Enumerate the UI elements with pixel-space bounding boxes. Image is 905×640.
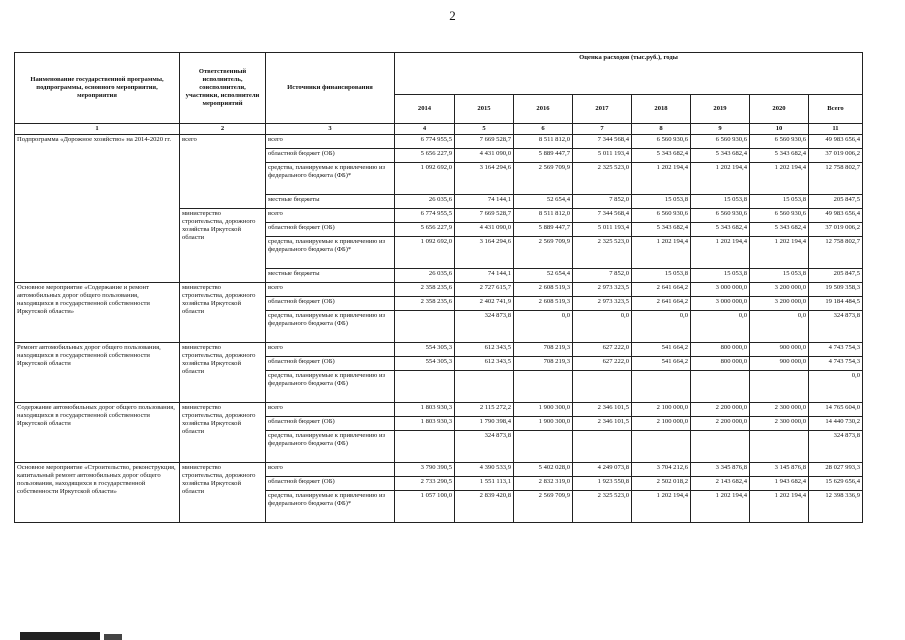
amount-cell: 3 000 000,0	[691, 283, 750, 297]
funding-source: областной бюджет (ОБ)	[266, 223, 395, 237]
amount-cell: 4 743 754,3	[809, 357, 863, 371]
amount-cell: 324 873,8	[809, 431, 863, 463]
amount-cell: 6 560 930,6	[632, 209, 691, 223]
amount-cell: 2 569 709,9	[514, 163, 573, 195]
amount-cell: 900 000,0	[750, 357, 809, 371]
column-numbers-row	[15, 124, 863, 135]
funding-source: средства, планируемые к привлечению из федерального бюджета (ФБ)*	[266, 237, 395, 269]
amount-cell: 4 743 754,3	[809, 343, 863, 357]
amount-cell: 12 398 336,9	[809, 491, 863, 523]
amount-cell	[573, 371, 632, 403]
amount-cell: 2 325 523,0	[573, 491, 632, 523]
amount-cell: 6 560 930,6	[691, 209, 750, 223]
expenditure-table	[14, 52, 863, 523]
amount-cell	[514, 431, 573, 463]
amount-cell: 2 569 709,9	[514, 237, 573, 269]
amount-cell: 6 560 930,6	[632, 135, 691, 149]
amount-cell: 5 343 682,4	[632, 223, 691, 237]
amount-cell: 15 053,8	[632, 195, 691, 209]
funding-source: всего	[266, 343, 395, 357]
amount-cell: 2 300 000,0	[750, 417, 809, 431]
amount-cell: 324 873,8	[455, 311, 514, 343]
column-number: 8	[632, 124, 691, 135]
header-responsible: Ответственный исполнитель, соисполнители, участники, исполнители мероприятий	[180, 53, 266, 124]
amount-cell: 0,0	[573, 311, 632, 343]
amount-cell: 4 431 090,0	[455, 223, 514, 237]
item-name: Содержание автомобильных дорог общего пользования, находящихся в государственной собственности Иркутской области	[15, 403, 180, 463]
amount-cell: 1 202 194,4	[750, 237, 809, 269]
amount-cell	[395, 431, 455, 463]
amount-cell: 2 100 000,0	[632, 417, 691, 431]
amount-cell: 52 654,4	[514, 195, 573, 209]
responsible-executor: министерство строительства, дорожного хозяйства Иркутской области	[180, 463, 266, 523]
amount-cell: 2 325 523,0	[573, 237, 632, 269]
amount-cell: 19 184 484,5	[809, 297, 863, 311]
column-number: 4	[395, 124, 455, 135]
header-year: 2014	[395, 95, 455, 124]
amount-cell: 3 704 212,6	[632, 463, 691, 477]
amount-cell: 37 019 006,2	[809, 149, 863, 163]
amount-cell: 74 144,1	[455, 195, 514, 209]
amount-cell: 3 164 294,6	[455, 237, 514, 269]
responsible-executor: министерство строительства, дорожного хозяйства Иркутской области	[180, 403, 266, 463]
amount-cell: 1 900 300,0	[514, 417, 573, 431]
amount-cell: 708 219,3	[514, 343, 573, 357]
amount-cell: 15 053,8	[632, 269, 691, 283]
amount-cell: 1 551 113,1	[455, 477, 514, 491]
amount-cell: 12 758 802,7	[809, 237, 863, 269]
amount-cell: 5 343 682,4	[632, 149, 691, 163]
amount-cell: 205 847,5	[809, 195, 863, 209]
amount-cell: 2 325 523,0	[573, 163, 632, 195]
amount-cell: 2 727 615,7	[455, 283, 514, 297]
amount-cell: 800 000,0	[691, 343, 750, 357]
amount-cell: 2 502 018,2	[632, 477, 691, 491]
amount-cell: 5 343 682,4	[750, 149, 809, 163]
amount-cell: 1 202 194,4	[691, 237, 750, 269]
amount-cell: 1 057 100,0	[395, 491, 455, 523]
amount-cell	[395, 311, 455, 343]
amount-cell: 5 402 028,0	[514, 463, 573, 477]
responsible-executor: министерство строительства, дорожного хозяйства Иркутской области	[180, 209, 266, 283]
amount-cell: 7 852,0	[573, 195, 632, 209]
amount-cell: 3 200 000,0	[750, 297, 809, 311]
amount-cell: 2 832 319,0	[514, 477, 573, 491]
amount-cell: 5 889 447,7	[514, 223, 573, 237]
header-estimate: Оценка расходов (тыс.руб.), годы	[395, 53, 863, 95]
amount-cell: 554 305,3	[395, 357, 455, 371]
amount-cell: 2 346 101,5	[573, 417, 632, 431]
amount-cell: 3 790 390,5	[395, 463, 455, 477]
amount-cell	[632, 431, 691, 463]
amount-cell: 7 852,0	[573, 269, 632, 283]
amount-cell: 7 669 528,7	[455, 209, 514, 223]
funding-source: местные бюджеты	[266, 269, 395, 283]
amount-cell: 324 873,8	[455, 431, 514, 463]
amount-cell	[632, 371, 691, 403]
amount-cell: 1 202 194,4	[632, 237, 691, 269]
amount-cell	[750, 431, 809, 463]
funding-source: областной бюджет (ОБ)	[266, 417, 395, 431]
amount-cell: 2 358 235,6	[395, 297, 455, 311]
table-row	[15, 283, 863, 297]
amount-cell	[455, 371, 514, 403]
header-year: 2016	[514, 95, 573, 124]
amount-cell: 1 092 692,0	[395, 163, 455, 195]
amount-cell: 1 943 682,4	[750, 477, 809, 491]
amount-cell: 0,0	[809, 371, 863, 403]
amount-cell: 2 973 323,5	[573, 283, 632, 297]
responsible-executor: всего	[180, 135, 266, 209]
amount-cell: 1 202 194,4	[750, 491, 809, 523]
amount-cell: 0,0	[632, 311, 691, 343]
funding-source: средства, планируемые к привлечению из федерального бюджета (ФБ)	[266, 431, 395, 463]
amount-cell: 612 343,5	[455, 343, 514, 357]
amount-cell: 2 569 709,9	[514, 491, 573, 523]
funding-source: средства, планируемые к привлечению из федерального бюджета (ФБ)*	[266, 163, 395, 195]
column-number: 2	[180, 124, 266, 135]
amount-cell: 5 656 227,9	[395, 223, 455, 237]
amount-cell: 8 511 812,0	[514, 209, 573, 223]
responsible-executor: министерство строительства, дорожного хозяйства Иркутской области	[180, 283, 266, 343]
funding-source: местные бюджеты	[266, 195, 395, 209]
amount-cell: 14 765 604,0	[809, 403, 863, 417]
amount-cell: 49 983 656,4	[809, 135, 863, 149]
amount-cell: 2 100 000,0	[632, 403, 691, 417]
amount-cell: 2 973 323,5	[573, 297, 632, 311]
amount-cell: 2 608 519,3	[514, 297, 573, 311]
header-year: Всего	[809, 95, 863, 124]
amount-cell: 15 053,8	[750, 269, 809, 283]
amount-cell: 5 656 227,9	[395, 149, 455, 163]
amount-cell: 627 222,0	[573, 343, 632, 357]
funding-source: всего	[266, 463, 395, 477]
amount-cell: 5 011 193,4	[573, 223, 632, 237]
amount-cell: 6 560 930,6	[750, 135, 809, 149]
funding-source: областной бюджет (ОБ)	[266, 297, 395, 311]
amount-cell: 8 511 812,0	[514, 135, 573, 149]
amount-cell: 15 053,8	[691, 269, 750, 283]
amount-cell: 0,0	[691, 311, 750, 343]
amount-cell: 2 300 000,0	[750, 403, 809, 417]
amount-cell: 2 608 519,3	[514, 283, 573, 297]
table-row	[15, 403, 863, 417]
header-sources: Источники финансирования	[266, 53, 395, 124]
amount-cell: 14 440 730,2	[809, 417, 863, 431]
amount-cell: 26 035,6	[395, 269, 455, 283]
amount-cell: 3 164 294,6	[455, 163, 514, 195]
amount-cell: 3 345 876,8	[691, 463, 750, 477]
amount-cell: 800 000,0	[691, 357, 750, 371]
amount-cell: 7 669 528,7	[455, 135, 514, 149]
amount-cell	[691, 431, 750, 463]
amount-cell: 1 803 930,3	[395, 403, 455, 417]
amount-cell: 74 144,1	[455, 269, 514, 283]
scan-edge-mark-small	[104, 634, 122, 640]
amount-cell	[514, 371, 573, 403]
column-number: 11	[809, 124, 863, 135]
scan-edge-mark	[20, 632, 100, 640]
amount-cell: 5 343 682,4	[691, 149, 750, 163]
amount-cell: 2 200 000,0	[691, 417, 750, 431]
amount-cell: 5 011 193,4	[573, 149, 632, 163]
amount-cell: 2 200 000,0	[691, 403, 750, 417]
amount-cell: 1 900 300,0	[514, 403, 573, 417]
amount-cell: 541 664,2	[632, 357, 691, 371]
amount-cell: 541 664,2	[632, 343, 691, 357]
header-year: 2017	[573, 95, 632, 124]
amount-cell: 19 509 358,3	[809, 283, 863, 297]
amount-cell	[750, 371, 809, 403]
amount-cell: 2 839 420,8	[455, 491, 514, 523]
header-name: Наименование государственной программы, подпрограммы, основного мероприятия, мероприятия	[15, 53, 180, 124]
amount-cell: 28 027 993,3	[809, 463, 863, 477]
amount-cell: 1 202 194,4	[750, 163, 809, 195]
amount-cell: 12 758 802,7	[809, 163, 863, 195]
column-number: 10	[750, 124, 809, 135]
responsible-executor: министерство строительства, дорожного хозяйства Иркутской области	[180, 343, 266, 403]
amount-cell: 37 019 006,2	[809, 223, 863, 237]
funding-source: всего	[266, 209, 395, 223]
header-year: 2019	[691, 95, 750, 124]
amount-cell: 2 641 664,2	[632, 283, 691, 297]
amount-cell: 5 343 682,4	[691, 223, 750, 237]
amount-cell: 2 641 664,2	[632, 297, 691, 311]
header-year: 2015	[455, 95, 514, 124]
amount-cell: 0,0	[750, 311, 809, 343]
amount-cell: 2 346 101,5	[573, 403, 632, 417]
funding-source: средства, планируемые к привлечению из федерального бюджета (ФБ)*	[266, 491, 395, 523]
amount-cell: 2 143 682,4	[691, 477, 750, 491]
amount-cell: 26 035,6	[395, 195, 455, 209]
amount-cell: 900 000,0	[750, 343, 809, 357]
amount-cell: 1 923 550,8	[573, 477, 632, 491]
amount-cell: 49 983 656,4	[809, 209, 863, 223]
amount-cell: 2 733 290,5	[395, 477, 455, 491]
amount-cell: 1 202 194,4	[632, 163, 691, 195]
amount-cell: 612 343,5	[455, 357, 514, 371]
table-row	[15, 463, 863, 477]
amount-cell: 4 390 533,9	[455, 463, 514, 477]
item-name: Подпрограмма «Дорожное хозяйство» на 2014-2020 гг.	[15, 135, 180, 283]
funding-source: средства, планируемые к привлечению из федерального бюджета (ФБ)	[266, 311, 395, 343]
table-body	[15, 135, 863, 523]
funding-source: всего	[266, 283, 395, 297]
amount-cell: 15 053,8	[750, 195, 809, 209]
amount-cell: 1 202 194,4	[632, 491, 691, 523]
amount-cell: 1 092 692,0	[395, 237, 455, 269]
amount-cell: 1 790 398,4	[455, 417, 514, 431]
column-number: 5	[455, 124, 514, 135]
amount-cell: 7 344 568,4	[573, 135, 632, 149]
column-number: 9	[691, 124, 750, 135]
amount-cell: 2 402 741,9	[455, 297, 514, 311]
page-number: 2	[449, 8, 456, 23]
amount-cell: 4 249 073,8	[573, 463, 632, 477]
amount-cell: 708 219,3	[514, 357, 573, 371]
amount-cell: 52 654,4	[514, 269, 573, 283]
amount-cell: 6 774 955,5	[395, 135, 455, 149]
funding-source: всего	[266, 135, 395, 149]
funding-source: областной бюджет (ОБ)	[266, 357, 395, 371]
amount-cell: 6 560 930,6	[750, 209, 809, 223]
item-name: Ремонт автомобильных дорог общего пользования, находящихся в государственной собственности Иркутской области	[15, 343, 180, 403]
amount-cell: 5 889 447,7	[514, 149, 573, 163]
amount-cell: 554 305,3	[395, 343, 455, 357]
funding-source: областной бюджет (ОБ)	[266, 149, 395, 163]
amount-cell: 2 358 235,6	[395, 283, 455, 297]
amount-cell: 1 202 194,4	[691, 491, 750, 523]
item-name: Основное мероприятие «Строительство, реконструкция, капитальный ремонт автомобильных дорог общего пользования, находящихся в государственной собственности Иркутской области»	[15, 463, 180, 523]
amount-cell: 15 053,8	[691, 195, 750, 209]
funding-source: областной бюджет (ОБ)	[266, 477, 395, 491]
amount-cell: 627 222,0	[573, 357, 632, 371]
amount-cell	[573, 431, 632, 463]
amount-cell: 1 803 930,3	[395, 417, 455, 431]
table-row	[15, 343, 863, 357]
amount-cell	[691, 371, 750, 403]
funding-source: средства, планируемые к привлечению из федерального бюджета (ФБ)	[266, 371, 395, 403]
amount-cell: 6 774 955,5	[395, 209, 455, 223]
amount-cell: 2 115 272,2	[455, 403, 514, 417]
amount-cell: 3 200 000,0	[750, 283, 809, 297]
amount-cell: 1 202 194,4	[691, 163, 750, 195]
column-number: 3	[266, 124, 395, 135]
amount-cell: 3 145 876,8	[750, 463, 809, 477]
amount-cell	[395, 371, 455, 403]
table-row	[15, 135, 863, 149]
amount-cell: 5 343 682,4	[750, 223, 809, 237]
column-number: 6	[514, 124, 573, 135]
header-year: 2018	[632, 95, 691, 124]
header-year: 2020	[750, 95, 809, 124]
amount-cell: 324 873,8	[809, 311, 863, 343]
amount-cell: 4 431 090,0	[455, 149, 514, 163]
column-number: 1	[15, 124, 180, 135]
amount-cell: 7 344 568,4	[573, 209, 632, 223]
amount-cell: 205 847,5	[809, 269, 863, 283]
amount-cell: 0,0	[514, 311, 573, 343]
item-name: Основное мероприятие «Содержание и ремонт автомобильных дорог общего пользования, находящихся в государственной собственности Иркутской области»	[15, 283, 180, 343]
funding-source: всего	[266, 403, 395, 417]
amount-cell: 3 000 000,0	[691, 297, 750, 311]
amount-cell: 15 629 656,4	[809, 477, 863, 491]
column-number: 7	[573, 124, 632, 135]
amount-cell: 6 560 930,6	[691, 135, 750, 149]
